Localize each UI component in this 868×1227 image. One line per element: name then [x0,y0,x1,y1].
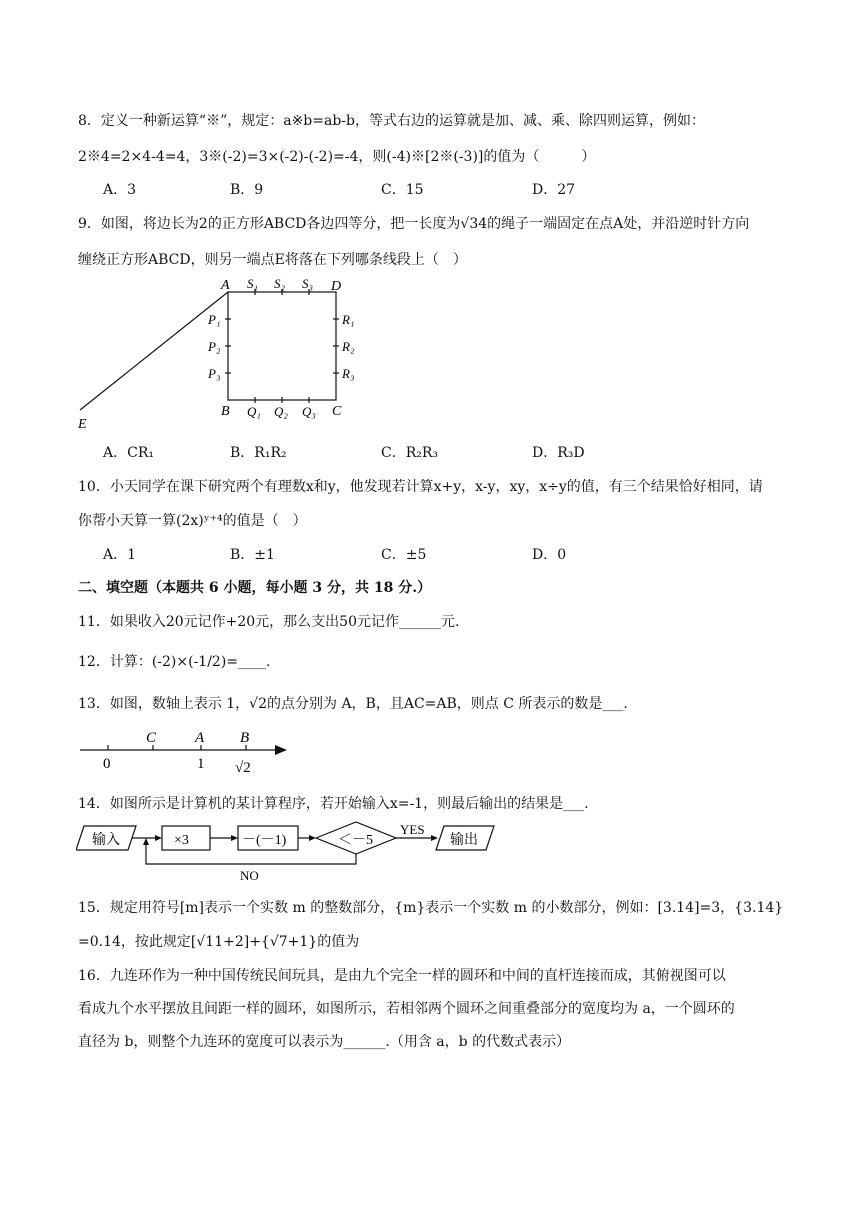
q16-line2: 看成九个水平摆放且间距一样的圆环，如图所示，若相邻两个圆环之间重叠部分的宽度均为 a，一个圆环的 [78,1001,735,1017]
q8-line1: 8．定义一种新运算“※”，规定：a※b=ab-b，等式右边的运算就是加、减、乘、除四则运算，例如： [78,113,705,129]
q13-text: 13．如图，数轴上表示 1，√2的点分别为 A，B，且AC=AB，则点 C 所表示的数是___. [78,696,628,712]
output-label: 输出 [450,833,478,848]
no-label: NO [240,868,259,883]
q10-option-b: B．±1 [230,547,275,563]
label-p2: P₂ [208,339,221,354]
tick-one-label: 1 [197,756,205,772]
q11-text: 11．如果收入20元记作+20元，那么支出50元记作______元. [78,614,460,630]
condition-label: ＜－5 [338,833,373,848]
label-c: C [332,404,342,419]
q15-line1: 15．规定用符号[m]表示一个实数 m 的整数部分，{m}表示一个实数 m 的小数部分，例如：[3.14]=3，{3.14} [78,900,784,916]
label-a: A [221,278,230,293]
q9-option-a: A．CR₁ [103,445,154,461]
label-b: B [221,404,230,419]
label-q1: Q₁ [247,404,261,419]
q14-text: 14．如图所示是计算机的某计算程序，若开始输入x=-1，则最后输出的结果是___. [78,796,589,812]
q8-option-b: B．9 [230,182,264,198]
q10-line2: 你帮小天算一算(2x)ʸ⁺⁴的值是（ ） [78,513,307,529]
subtract-label: －(－1) [242,833,287,848]
q8-line2: 2※4=2×4-4=4，3※(-2)=3×(-2)-(-2)=-4，则(-4)※[2※(-3)]的值为（ ） [78,149,596,165]
q12-text: 12．计算：(-2)×(-1/2)=____. [78,654,271,670]
q10-line1: 10．小天同学在课下研究两个有理数x和y，他发现若计算x+y，x-y，xy，x÷y的值，有三个结果恰好相同，请 [78,479,763,495]
multiply-label: ×3 [174,833,189,848]
point-b-label: B [240,730,250,746]
tick-zero-label: 0 [103,756,111,772]
label-p1: P₁ [208,312,221,327]
q8-option-c: C．15 [381,182,424,198]
point-c-label: C [146,730,157,746]
q9-option-d: D．R₃D [532,445,585,461]
yes-label: YES [400,822,425,837]
q13-number-line [75,728,295,778]
tick-sqrt2-label: √2 [235,760,251,776]
label-r3: R₃ [342,366,355,381]
square-abcd [228,292,336,400]
q9-square-figure [70,270,380,435]
label-s2: S₂ [274,276,286,291]
q10-option-c: C．±5 [381,547,427,563]
q16-line1: 16．九连环作为一种中国传统民间玩具，是由九个完全一样的圆环和中间的直杆连接而成，其俯视图可以 [78,968,726,984]
q9-option-b: B．R₁R₂ [230,445,287,461]
q10-option-d: D．0 [532,547,567,563]
q16-line3: 直径为 b，则整个九连环的宽度可以表示为______.（用含 a，b 的代数式表示） [78,1034,571,1050]
label-e: E [78,417,87,432]
section-2-heading: 二、填空题（本题共 6 小题，每小题 3 分，共 18 分.） [78,580,432,596]
rope-ae [80,292,228,410]
q14-flowchart [76,820,496,885]
q10-option-a: A．1 [103,547,137,563]
q15-line2: =0.14，按此规定[√11+2]+{√7+1}的值为 [78,934,360,950]
label-r1: R₁ [342,312,355,327]
input-label: 输入 [92,833,120,848]
label-d: D [331,279,342,294]
label-s3: S₃ [302,276,314,291]
label-q3: Q₃ [302,404,316,419]
q9-line2: 缠绕正方形ABCD，则另一端点E将落在下列哪条线段上（ ） [78,252,467,268]
point-a-label: A [195,730,205,746]
q9-option-c: C．R₂R₃ [381,445,439,461]
label-q2: Q₂ [274,404,288,419]
division-ticks [225,289,339,403]
label-s1: S₁ [247,276,259,291]
q9-line1: 9．如图，将边长为2的正方形ABCD各边四等分，把一长度为√34的绳子一端固定在点A处，并沿逆时针方向 [78,216,750,232]
q8-option-d: D．27 [532,182,576,198]
label-r2: R₂ [342,339,355,354]
q8-option-a: A．3 [103,182,137,198]
label-p3: P₃ [208,366,221,381]
